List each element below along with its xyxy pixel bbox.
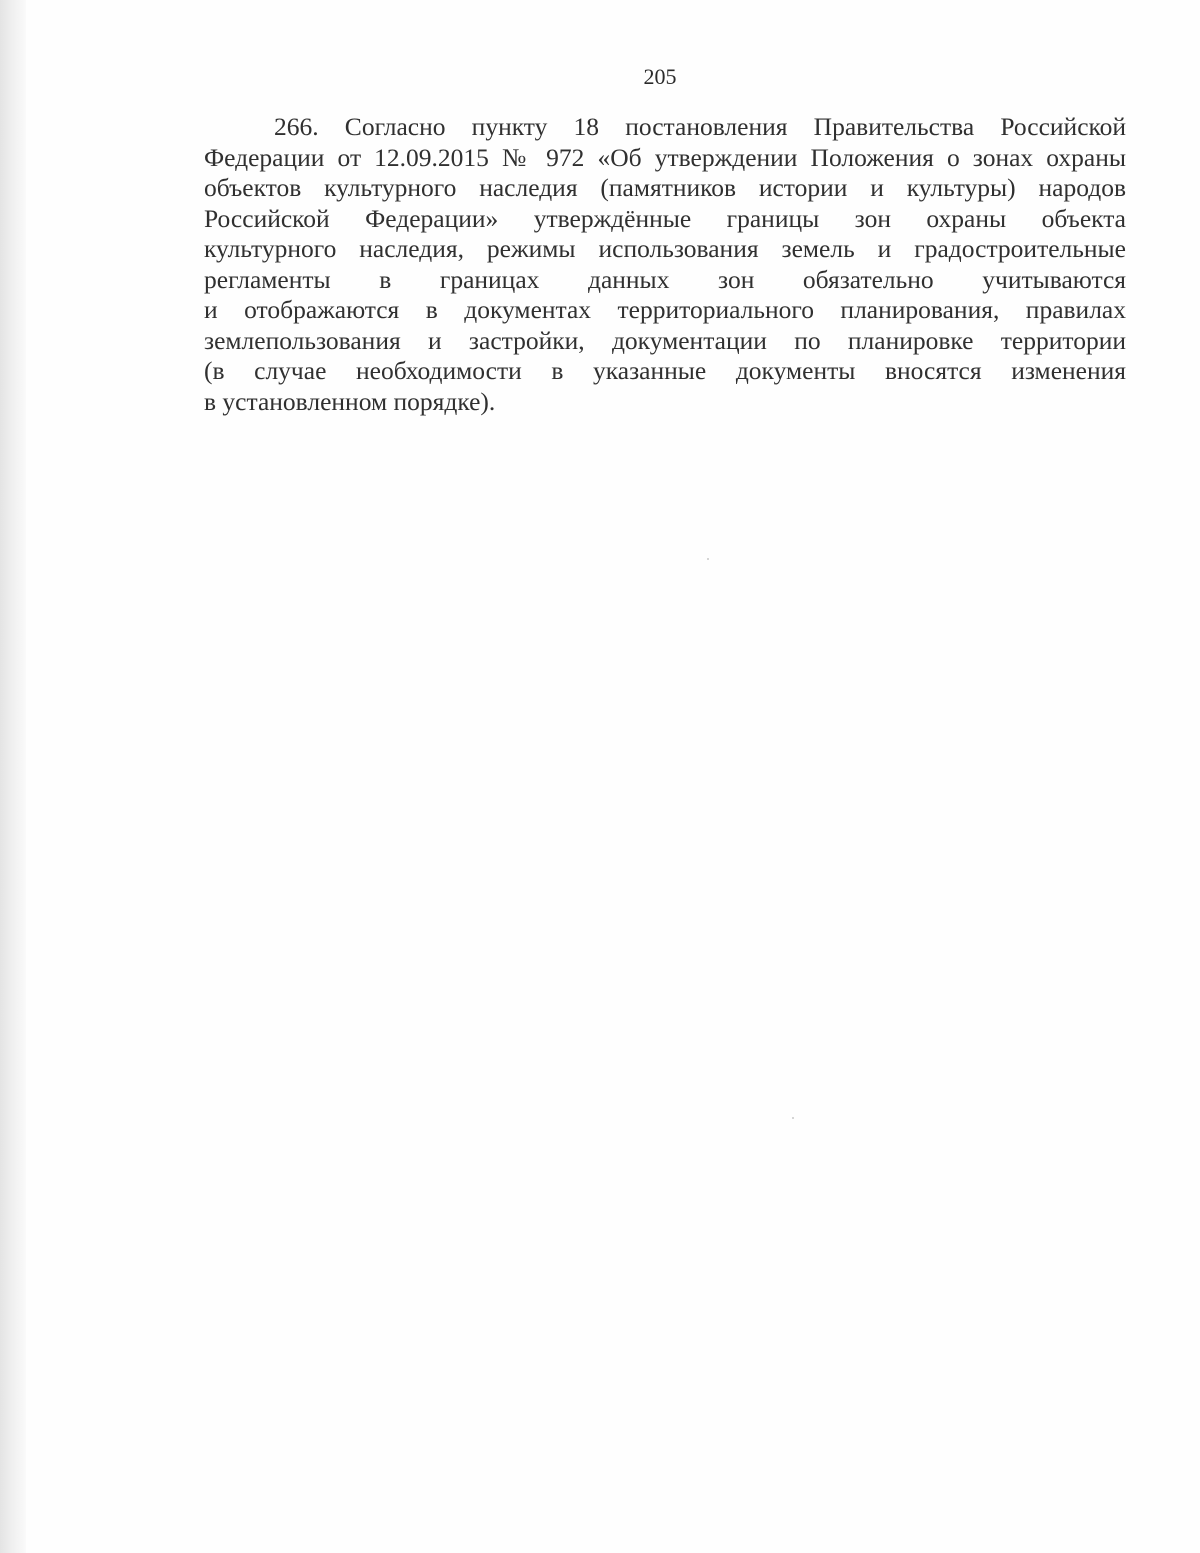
page-number: 205: [643, 64, 677, 89]
paragraph-line: и отображаются в документах территориального планирования, правилах: [204, 295, 1126, 324]
paragraph-line: (в случае необходимости в указанные документы вносятся изменения: [204, 356, 1126, 385]
paragraph-line: Федерации от 12.09.2015 № 972 «Об утверждении Положения о зонах охраны: [204, 142, 1126, 172]
paragraph-line: регламенты в границах данных зон обязательно учитываются: [204, 264, 1126, 294]
scan-speck: [792, 1117, 794, 1119]
scan-left-edge: [0, 0, 26, 1553]
paragraph-line: 266. Согласно пункту 18 постановления Правительства Российской: [274, 112, 1126, 141]
paragraph-line: объектов культурного наследия (памятников истории и культуры) народов: [204, 173, 1126, 202]
paragraph-266: [204, 112, 1126, 417]
scan-speck: [707, 558, 709, 560]
paragraph-line: культурного наследия, режимы использования земель и градостроительные: [204, 234, 1126, 263]
paragraph-line: Российской Федерации» утверждённые границы зон охраны объекта: [204, 203, 1126, 233]
paragraph-line: землепользования и застройки, документации по планировке территории: [204, 325, 1126, 355]
paragraph-line: в установленном порядке).: [204, 386, 496, 416]
